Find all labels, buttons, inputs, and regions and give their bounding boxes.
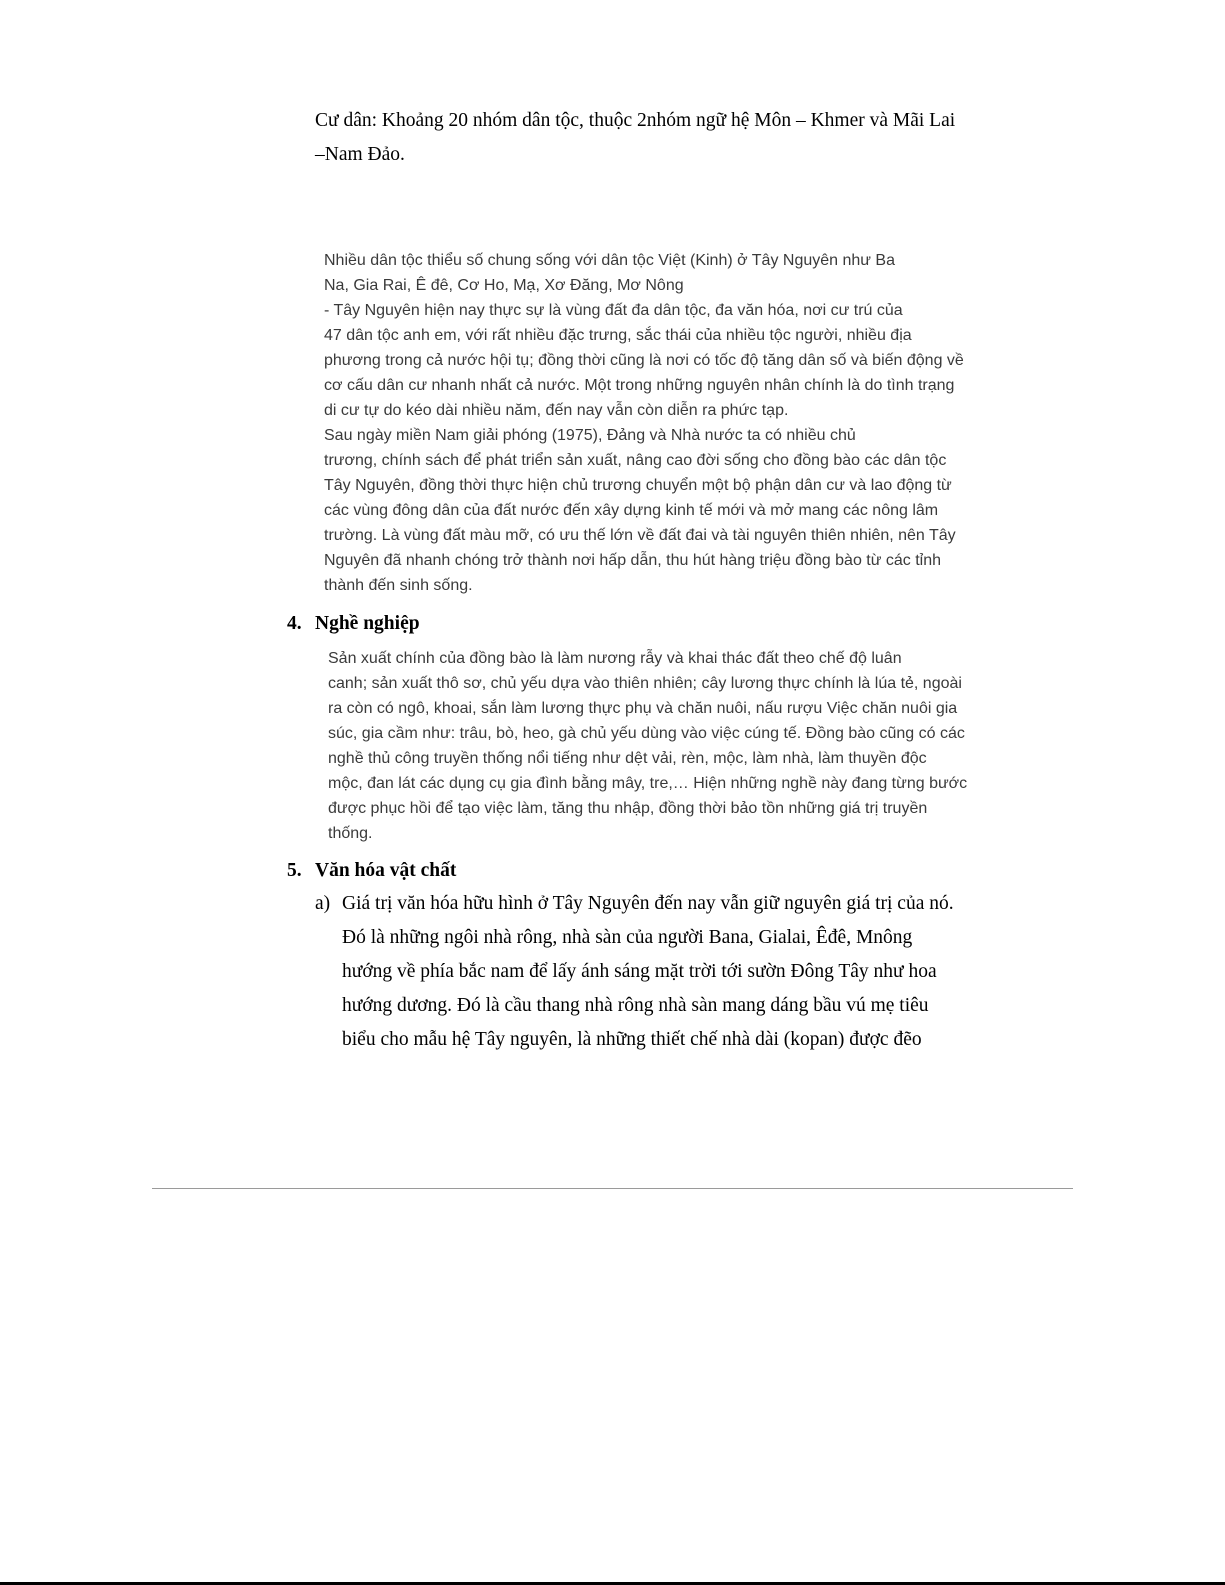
paragraph-line: Sau ngày miền Nam giải phóng (1975), Đảng và Nhà nước ta có nhiều chủ [324, 427, 856, 444]
paragraph-line: Tây Nguyên, đồng thời thực hiện chủ trương chuyển một bộ phận dân cư và lao động từ [324, 477, 952, 494]
section-number: 4. [287, 613, 302, 634]
section-title: Văn hóa vật chất [315, 860, 457, 881]
section-number: 5. [287, 860, 302, 881]
section-4-heading [287, 614, 420, 634]
intro-line: Cư dân: Khoảng 20 nhóm dân tộc, thuộc 2nhóm ngữ hệ Môn – Khmer và Mãi Lai [315, 110, 956, 131]
item-line: hướng về phía bắc nam để lấy ánh sáng mặt trời tới sườn Đông Tây như hoa [342, 961, 937, 982]
paragraph-line: các vùng đông dân của đất nước đến xây dựng kinh tế mới và mở mang các nông lâm [324, 502, 939, 519]
paragraph-line: 47 dân tộc anh em, với rất nhiều đặc trưng, sắc thái của nhiều tộc người, nhiều địa [324, 327, 912, 344]
section-title: Nghề nghiệp [315, 613, 420, 634]
paragraph-line: phương trong cả nước hội tụ; đồng thời cũng là nơi có tốc độ tăng dân số và biến động về [324, 352, 964, 369]
paragraph-line: thống. [328, 825, 373, 842]
paragraph-line: trương, chính sách để phát triển sản xuất, nâng cao đời sống cho đồng bào các dân tộc [324, 452, 947, 469]
paragraph-line: Sản xuất chính của đồng bào là làm nương rẫy và khai thác đất theo chế độ luân [328, 650, 902, 667]
paragraph-line: được phục hồi để tạo việc làm, tăng thu nhập, đồng thời bảo tồn những giá trị truyền [328, 800, 928, 817]
item-line: biểu cho mẫu hệ Tây nguyên, là những thiết chế nhà dài (kopan) được đẽo [342, 1029, 922, 1050]
paragraph-line: cơ cấu dân cư nhanh nhất cả nước. Một trong những nguyên nhân chính là do tình trạng [324, 377, 955, 394]
paragraph-line: ra còn có ngô, khoai, sắn làm lương thực phụ và chăn nuôi, nấu rượu Việc chăn nuôi gia [328, 700, 958, 717]
section-5-heading [287, 861, 456, 881]
paragraph-line: - Tây Nguyên hiện nay thực sự là vùng đất đa dân tộc, đa văn hóa, nơi cư trú của [324, 302, 903, 319]
paragraph-line: Nguyên đã nhanh chóng trở thành nơi hấp dẫn, thu hút hàng triệu đồng bào từ các tỉnh [324, 552, 942, 569]
paragraph-line: thành đến sinh sống. [324, 577, 473, 594]
paragraph-line: Na, Gia Rai, Ê đê, Cơ Ho, Mạ, Xơ Đăng, Mơ Nông [324, 277, 684, 294]
item-line: Đó là những ngôi nhà rông, nhà sàn của người Bana, Gialai, Êđê, Mnông [342, 927, 913, 948]
list-marker: a) [315, 893, 331, 914]
intro-line: –Nam Đảo. [315, 144, 405, 165]
paragraph-line: trường. Là vùng đất màu mỡ, có ưu thế lớn về đất đai và tài nguyên thiên nhiên, nên Tây [324, 527, 956, 544]
paragraph-line: mộc, đan lát các dụng cụ gia đình bằng mây, tre,… Hiện những nghề này đang từng bước [328, 775, 968, 792]
paragraph-line: súc, gia cầm như: trâu, bò, heo, gà chủ yếu dùng vào việc cúng tế. Đồng bào cũng có các [328, 725, 965, 742]
horizontal-divider [152, 1188, 1073, 1189]
paragraph-line: Nhiều dân tộc thiểu số chung sống với dân tộc Việt (Kinh) ở Tây Nguyên như Ba [324, 252, 895, 269]
item-line: Giá trị văn hóa hữu hình ở Tây Nguyên đến nay vẫn giữ nguyên giá trị của nó. [342, 893, 954, 914]
paragraph-line: di cư tự do kéo dài nhiều năm, đến nay vẫn còn diễn ra phức tạp. [324, 402, 789, 419]
item-line: hướng dương. Đó là cầu thang nhà rông nhà sàn mang dáng bầu vú mẹ tiêu [342, 995, 929, 1016]
paragraph-line: nghề thủ công truyền thống nổi tiếng như dệt vải, rèn, mộc, làm nhà, làm thuyền độc [328, 750, 927, 767]
paragraph-line: canh; sản xuất thô sơ, chủ yếu dựa vào thiên nhiên; cây lương thực chính là lúa tẻ, ngoài [328, 675, 962, 692]
